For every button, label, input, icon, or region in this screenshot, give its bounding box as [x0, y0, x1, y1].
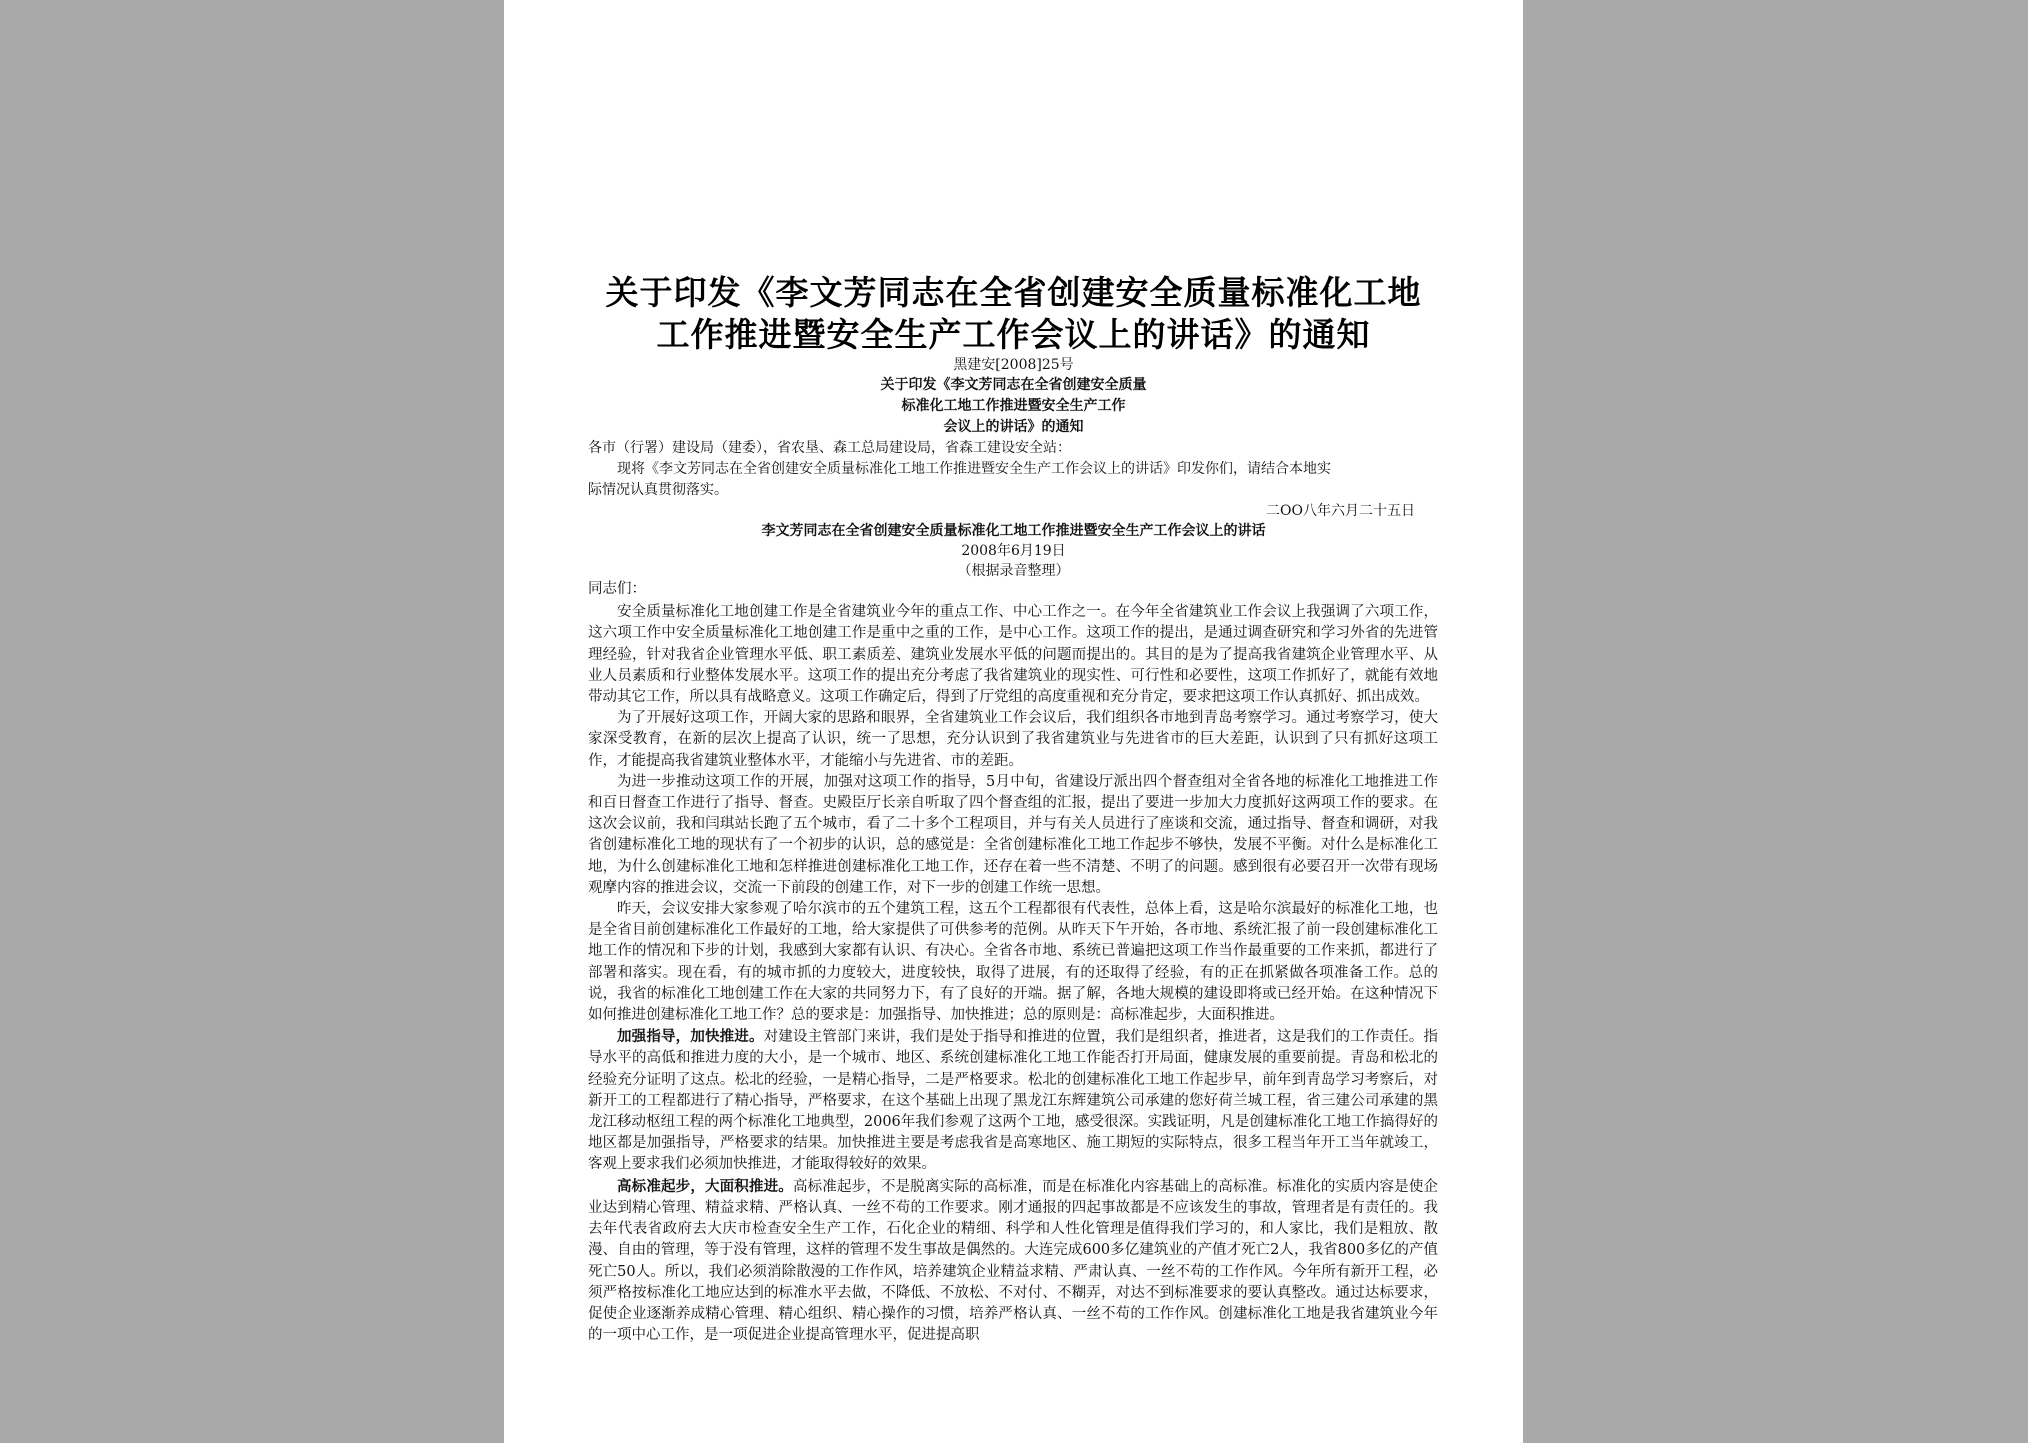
- document-page: [504, 0, 1523, 1443]
- document-title-line-2: 工作推进暨安全生产工作会议上的讲话》的通知: [656, 315, 1371, 354]
- greeting: 同志们：: [588, 581, 646, 597]
- notice-body-line-1: 现将《李文芳同志在全省创建安全质量标准化工地工作推进暨安全生产工作会议上的讲话》印发你们，请结合本地实: [617, 461, 1331, 477]
- paragraph: 安全质量标准化工地创建工作是全省建筑业今年的重点工作、中心工作之一。在今年全省建筑业工作会议上我强调了六项工作，这六项工作中安全质量标准化工地创建工作是重中之重的工作，是中心工作。这项工作的提出，是通过调查研究和学习外省的先进管理经验，针对我省企业管理水平低、职工素质差、建筑业发展水平低的问题而提出的。其目的是为了提高我省建筑企业管理水平、从业人员素质和行业整体发展水平。这项工作的提出充分考虑了我省建筑业的现实性、可行性和必要性，这项工作抓好了，就能有效地带动其它工作，所以具有战略意义。这项工作确定后，得到了厅党组的高度重视和充分肯定，要求把这项工作认真抓好、抓出成效。: [588, 604, 1438, 706]
- paragraph: 昨天，会议安排大家参观了哈尔滨市的五个建筑工程，这五个工程都很有代表性，总体上看，这是哈尔滨最好的标准化工地，也是全省目前创建标准化工作最好的工地，给大家提供了可供参考的范例。从昨天下午开始，各市地、系统汇报了前一段创建标准化工地工作的情况和下步的计划，我感到大家都有认识、有决心。全省各市地、系统已普遍把这项工作当作最重要的工作来抓，都进行了部署和落实。现在看，有的城市抓的力度较大，进度较快，取得了进展，有的还取得了经验，有的正在抓紧做各项准备工作。总的说，我省的标准化工地创建工作在大家的共同努力下，有了良好的开端。据了解，各地大规模的建设即将或已经开始。在这种情况下如何推进创建标准化工地工作？总的要求是：加强指导、加快推进；总的原则是：高标准起步，大面积推进。: [588, 901, 1438, 1024]
- paragraph-text: 高标准起步，不是脱离实际的高标准，而是在标准化内容基础上的高标准。标准化的实质内容是使企业达到精心管理、精益求精、严格认真、一丝不苟的工作要求。刚才通报的四起事故都是不应该发生的事故，管理者是有责任的。我去年代表省政府去大庆市检查安全生产工作，石化企业的精细、科学和人性化管理是值得我们学习的，和人家比，我们是粗放、散漫、自由的管理，等于没有管理，这样的管理不发生事故是偶然的。大连完成600多亿建筑业的产值才死亡2人，我省800多亿的产值死亡50人。所以，我们必须消除散漫的工作作风，培养建筑企业精益求精、严肃认真、一丝不苟的工作作风。今年所有新开工程，必须严格按标准化工地应达到的标准水平去做，不降低、不放松、不对付、不糊弄，对达不到标准要求的要认真整改。通过达标要求，促使企业逐渐养成精心管理、精心组织、精心操作的习惯，培养严格认真、一丝不苟的工作作风。创建标准化工地是我省建筑业今年的一项中心工作，是一项促进企业提高管理水平，促进提高职: [588, 1178, 1439, 1344]
- paragraph: [588, 1176, 1438, 1347]
- document-title-line-1: 关于印发《李文芳同志在全省创建安全质量标准化工地: [605, 273, 1422, 312]
- paragraph: 为了开展好这项工作，开阔大家的思路和眼界，全省建筑业工作会议后，我们组织各市地到青岛考察学习。通过考察学习，使大家深受教育，在新的层次上提高了认识，统一了思想，充分认识到了我省建筑业与先进省市的巨大差距，认识到了只有抓好这项工作，才能提高我省建筑业整体水平，才能缩小与先进省、市的差距。: [588, 710, 1438, 769]
- paragraph: 为进一步推动这项工作的开展，加强对这项工作的指导，5月中旬，省建设厅派出四个督查组对全省各地的标准化工地推进工作和百日督查工作进行了指导、督查。史殿臣厅长亲自听取了四个督查组的汇报，提出了要进一步加大力度抓好这两项工作的要求。在这次会议前，我和闫琪站长跑了五个城市，看了二十多个工程项目，并与有关人员进行了座谈和交流，通过指导、督查和调研，对我省创建标准化工地的现状有了一个初步的认识，总的感觉是：全省创建标准化工地工作起步不够快，发展不平衡。对什么是标准化工地，为什么创建标准化工地和怎样推进创建标准化工地工作，还存在着一些不清楚、不明了的问题。感到很有必要召开一次带有现场观摩内容的推进会议，交流一下前段的创建工作，对下一步的创建工作统一思想。: [588, 773, 1438, 896]
- subtitle-line-3: 会议上的讲话》的通知: [943, 419, 1084, 435]
- document-number: 黑建安[2008]25号: [953, 357, 1074, 373]
- speech-note: （根据录音整理）: [957, 563, 1070, 579]
- subtitle-line-2: 标准化工地工作推进暨安全生产工作: [901, 398, 1126, 414]
- paragraph-text: 对建设主管部门来讲，我们是处于指导和推进的位置，我们是组织者，推进者，这是我们的工作责任。指导水平的高低和推进力度的大小，是一个城市、地区、系统创建标准化工地工作能否打开局面，健康发展的重要前提。青岛和松北的经验充分证明了这点。松北的经验，一是精心指导，二是严格要求。松北的创建标准化工地工作起步早，前年到青岛学习考察后，对新开工的工程都进行了精心指导，严格要求，在这个基础上出现了黑龙江东辉建筑公司承建的您好荷兰城工程，省三建公司承建的黑龙江移动枢纽工程的两个标准化工地典型，2006年我们参观了这两个工地，感受很深。实践证明，凡是创建标准化工地工作搞得好的地区都是加强指导，严格要求的结果。加快推进主要是考虑我省是高寒地区、施工期短的实际特点，很多工程当年开工当年就竣工，客观上要求我们必须加快推进，才能取得较好的效果。: [588, 1029, 1439, 1173]
- speech-body: [588, 579, 1438, 1346]
- paragraph-lead: 加强指导，加快推进。: [617, 1028, 764, 1046]
- notice-body-line-2: 际情况认真贯彻落实。: [588, 482, 728, 498]
- speech-date: 2008年6月19日: [961, 543, 1066, 559]
- subtitle-line-1: 关于印发《李文芳同志在全省创建安全质量: [880, 377, 1147, 393]
- paragraph-lead: 高标准起步，大面积推进。: [617, 1177, 793, 1195]
- notice-date: 二OO八年六月二十五日: [1266, 503, 1415, 519]
- recipients: 各市（行署）建设局（建委），省农垦、森工总局建设局，省森工建设安全站：: [588, 440, 1071, 456]
- speech-title: 李文芳同志在全省创建安全质量标准化工地工作推进暨安全生产工作会议上的讲话: [761, 523, 1266, 539]
- paragraph: [588, 1026, 1438, 1175]
